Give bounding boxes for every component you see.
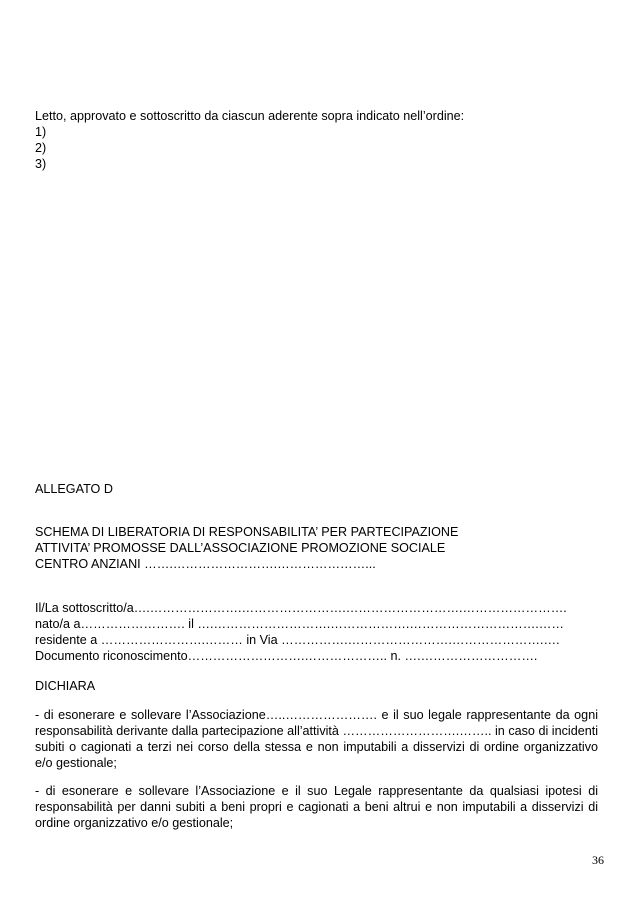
- declaration-paragraph-1: - di esonerare e sollevare l’Associazione…..…………………. e il suo legale rappresentante da ogni responsabilità derivante dalla partecipazione all’attività ……………………….…….. in caso di incidenti subiti o cagionati a terzi nei corso della stessa e non imputabili a disservizi di ordine organizzativo e/o gestionale;: [35, 708, 598, 770]
- allegato-heading: ALLEGATO D: [35, 482, 113, 496]
- allegato-title: [35, 524, 598, 572]
- declaration-paragraph-2: - di esonerare e sollevare l’Associazione e il suo Legale rappresentante da qualsiasi ipotesi di responsabilità per danni subiti a beni propri e cagionati a beni altrui e non imputabili a disservizi di ordine organizzativo e/o gestionale;: [35, 784, 598, 830]
- signature-item-1: 1): [35, 125, 47, 139]
- form-line-residence: residente a …………………….……… in Via …………….…………………….………………….….: [35, 633, 560, 647]
- allegato-title-line-3: CENTRO ANZIANI …….…………………….…………………...: [35, 557, 376, 571]
- form-line-name: Il/La sottoscritto/a….………………….…………………….……………………….…………………….: [35, 601, 567, 615]
- approval-block: [35, 108, 598, 172]
- form-line-birth: nato/a a……………………. il ….……………………….……………….………………………….……: [35, 617, 564, 631]
- dichiara-heading: DICHIARA: [35, 679, 96, 693]
- signature-item-2: 2): [35, 141, 47, 155]
- approval-intro: Letto, approvato e sottoscritto da ciascun aderente sopra indicato nell’ordine:: [35, 109, 465, 123]
- signature-item-3: 3): [35, 157, 47, 171]
- form-fields: [35, 600, 598, 664]
- allegato-title-line-2: ATTIVITA’ PROMOSSE DALL’ASSOCIAZIONE PROMOZIONE SOCIALE: [35, 541, 446, 555]
- page-number: 36: [592, 853, 604, 867]
- form-line-document: Documento riconoscimento……………………….……………….. n. ….……………………….: [35, 649, 538, 663]
- allegato-title-line-1: SCHEMA DI LIBERATORIA DI RESPONSABILITA’ PER PARTECIPAZIONE: [35, 525, 459, 539]
